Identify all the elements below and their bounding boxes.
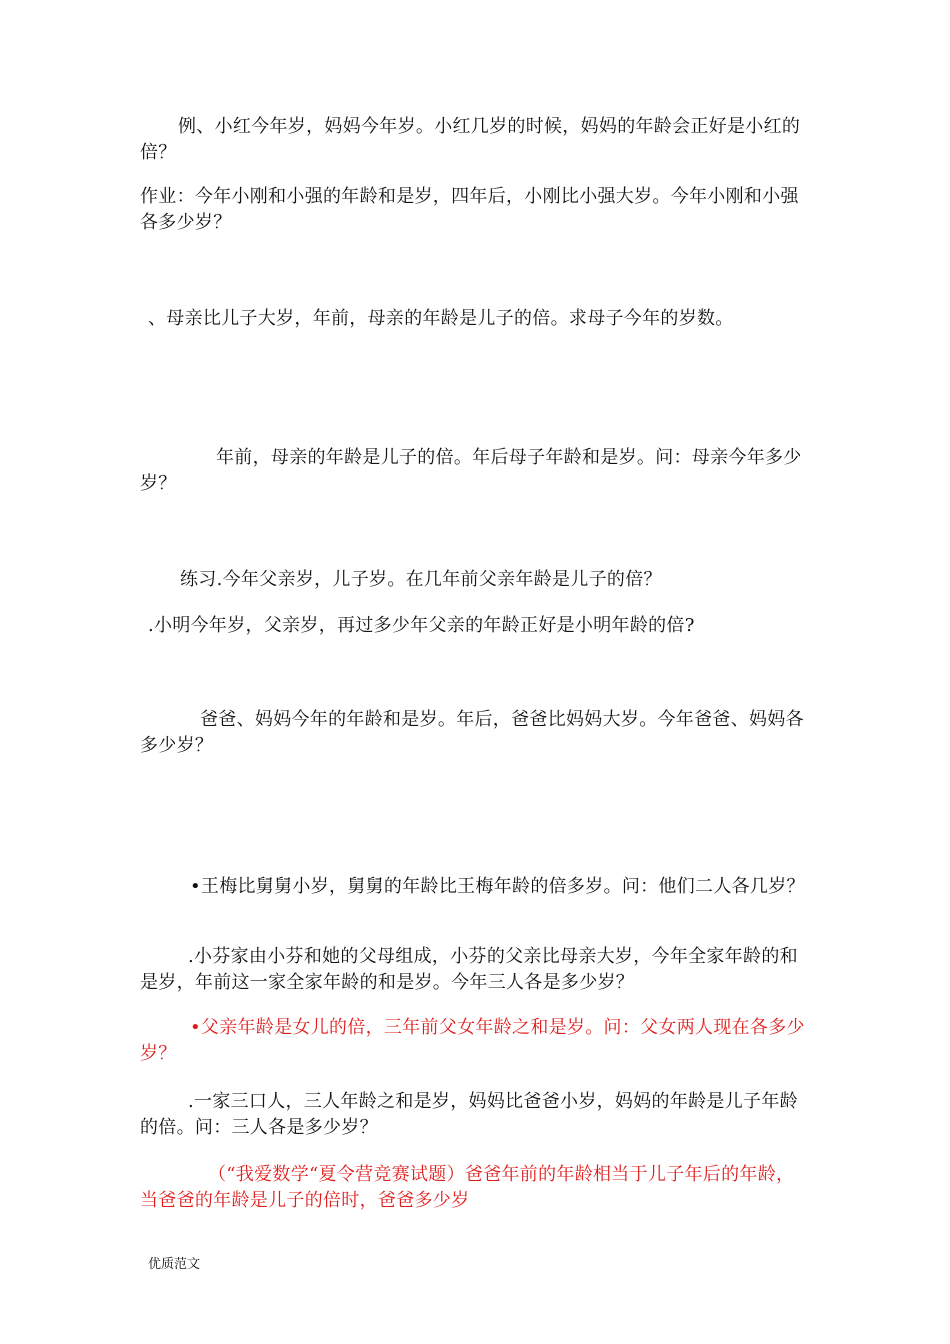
- paragraph-parents: 爸爸、妈妈今年的年龄和是岁。年后，爸爸比妈妈大岁。今年爸爸、妈妈各多少岁？: [140, 709, 804, 756]
- paragraph-contest-question: （“我爱数学“夏令营竞赛试题）爸爸年前的年龄相当于儿子年后的年龄，当爸爸的年龄是儿子的倍时，爸爸多少岁: [140, 1164, 795, 1211]
- paragraph-wangmei: •王梅比舅舅小岁，舅舅的年龄比王梅年龄的倍多岁。问：他们二人各几岁？: [190, 876, 805, 897]
- paragraph-xiaoming: .小明今年岁，父亲岁，再过多少年父亲的年龄正好是小明年龄的倍?: [148, 615, 695, 636]
- paragraph-mother-son-1: 、母亲比儿子大岁，年前，母亲的年龄是儿子的倍。求母子今年的岁数。: [148, 308, 734, 329]
- footer-label: 优质范文: [148, 1257, 201, 1272]
- paragraph-family-three: .一家三口人，三人年龄之和是岁，妈妈比爸爸小岁，妈妈的年龄是儿子年龄的倍。问：三人各是多少岁？: [140, 1091, 798, 1138]
- paragraph-practice: 练习.今年父亲岁，儿子岁。在几年前父亲年龄是儿子的倍？: [180, 569, 662, 590]
- paragraph-example: 例、小红今年岁，妈妈今年岁。小红几岁的时候，妈妈的年龄会正好是小红的倍？: [140, 116, 801, 163]
- paragraph-mother-son-2: 年前，母亲的年龄是儿子的倍。年后母子年龄和是岁。问：母亲今年多少岁？: [140, 447, 802, 494]
- paragraph-father-daughter: •父亲年龄是女儿的倍，三年前父女年龄之和是岁。问：父女两人现在各多少岁？: [140, 1017, 805, 1064]
- paragraph-xiaofen: .小芬家由小芬和她的父母组成，小芬的父亲比母亲大岁，今年全家年龄的和是岁，年前这一家全家年龄的和是岁。今年三人各是多少岁？: [140, 946, 798, 993]
- paragraph-homework: 作业：今年小刚和小强的年龄和是岁，四年后，小刚比小强大岁。今年小刚和小强各多少岁？: [140, 186, 799, 233]
